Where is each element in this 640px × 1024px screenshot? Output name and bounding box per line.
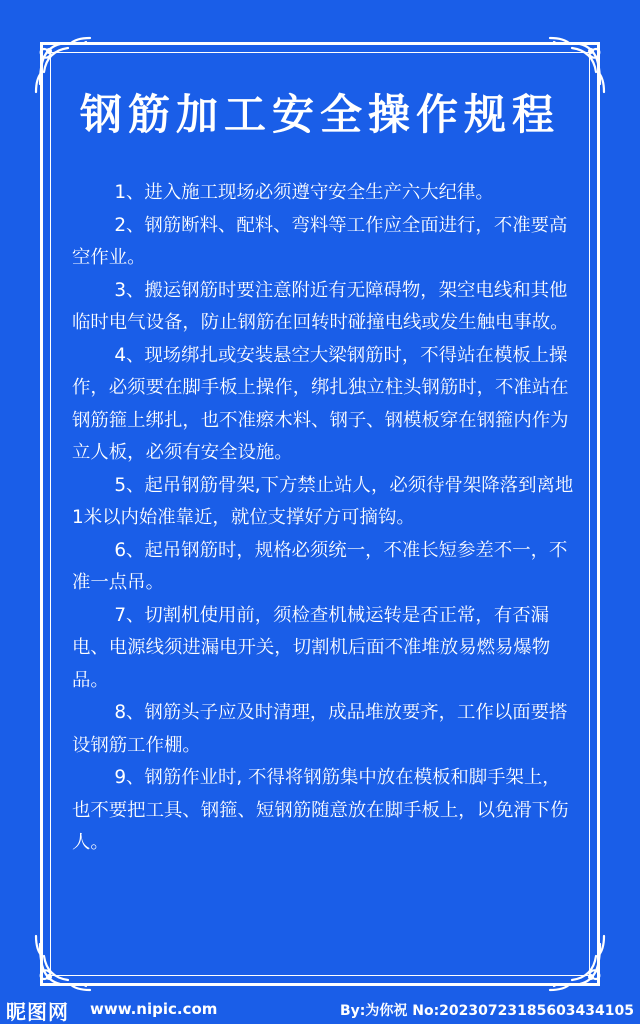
rule-item: 9、钢筋作业时, 不得将钢筋集中放在模板和脚手架上，也不要把工具、钢箍、短钢筋随意放在脚手板上，以免滑下伤人。 — [72, 767, 569, 853]
watermark-site: www.nipic.com — [90, 1000, 218, 1018]
corner-ornament-icon — [30, 930, 96, 996]
watermark-logo: 昵图网 — [6, 1000, 69, 1024]
page-title: 钢筋加工安全操作规程 — [79, 90, 560, 139]
rules-list — [72, 177, 578, 860]
rule-item: 5、起吊钢筋骨架,下方禁止站人，必须待骨架降落到离地1米以内始准靠近，就位支撑好方可摘钩。 — [72, 474, 574, 528]
rule-item: 2、钢筋断料、配料、弯料等工作应全面进行，不准要高空作业。 — [72, 214, 568, 268]
rule-item: 3、搬运钢筋时要注意附近有无障碍物，架空电线和其他临时电气设备，防止钢筋在回转时碰撞电线或发生触电事故。 — [72, 279, 569, 333]
rule-item: 6、起吊钢筋时，规格必须统一，不准长短参差不一，不准一点吊。 — [72, 539, 568, 593]
corner-ornament-icon — [544, 930, 610, 996]
watermark-meta: By:为你祝 No:20230723185603434105 — [339, 1003, 634, 1019]
rule-item: 8、钢筋头子应及时清理，成品堆放要齐，工作以面要搭设钢筋工作棚。 — [72, 702, 568, 756]
rule-item: 7、切割机使用前，须检查机械运转是否正常，有否漏电、电源线须进漏电开关，切割机后面不准堆放易燃易爆物品。 — [72, 604, 551, 691]
rule-item: 4、现场绑扎或安装悬空大梁钢筋时，不得站在模板上操作，必须要在脚手板上操作，绑扎独立柱头钢筋时，不准站在钢筋箍上绑扎，也不准瘵木料、钢子、钢模板穿在钢箍内作为立人板，必须有安全设施。 — [72, 344, 569, 463]
rule-item: 1、进入施工现场必须遵守安全生产六大纪律。 — [114, 182, 494, 203]
watermark-bar — [0, 994, 640, 1024]
